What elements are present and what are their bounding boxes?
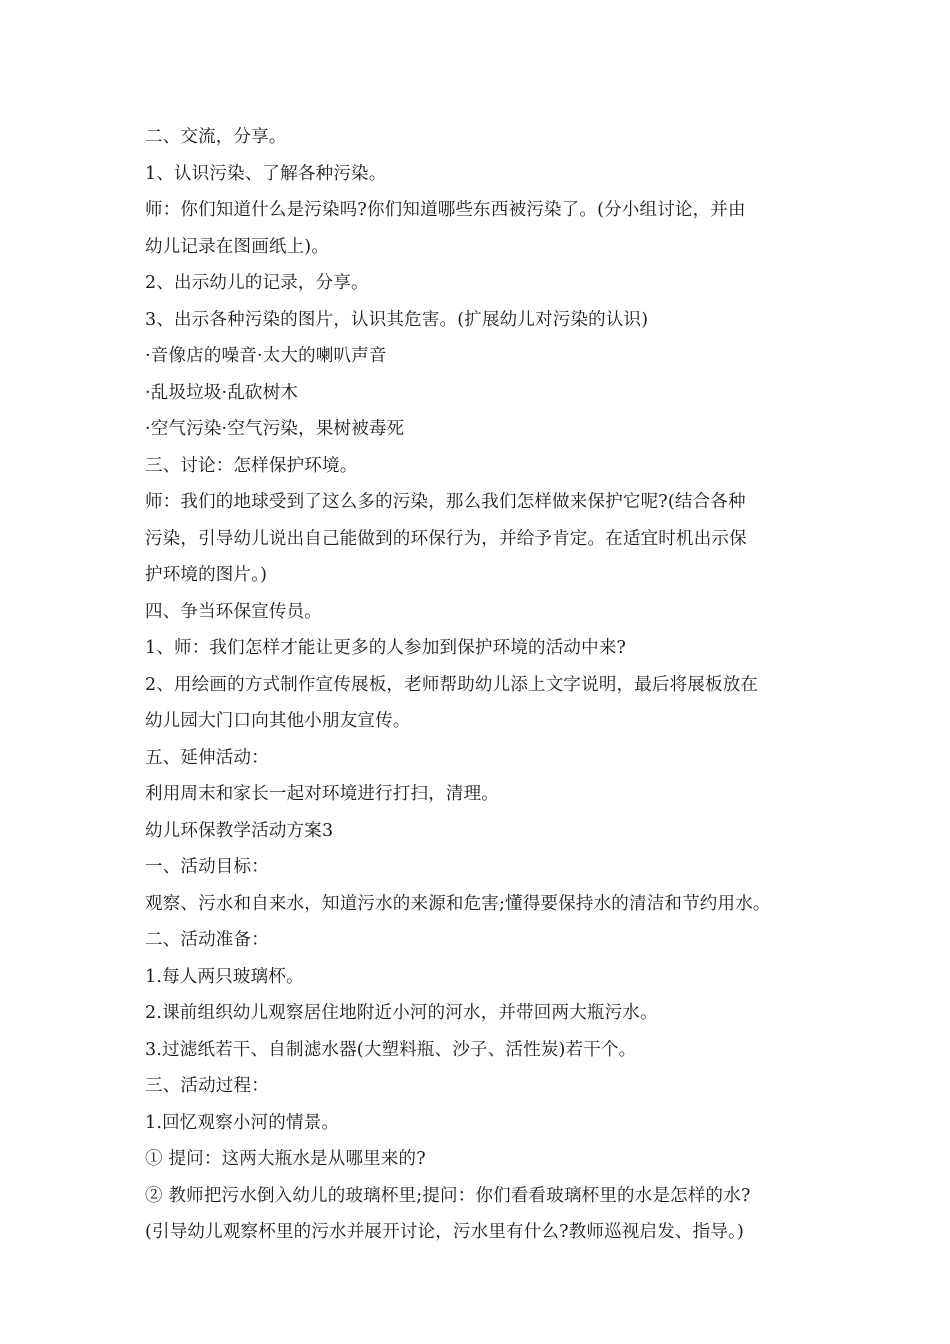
section-heading-goals: 一、活动目标： bbox=[145, 857, 269, 877]
goals-text: 观察、污水和自来水，知道污水的来源和危害;懂得要保持水的清洁和节约用水。 bbox=[145, 893, 771, 914]
section-heading-extension: 五、延伸活动： bbox=[145, 747, 269, 768]
plan-title: 幼儿环保教学活动方案3 bbox=[145, 820, 334, 841]
preparation-item-2: 2.课前组织幼儿观察居住地附近小河的河水，并带回两大瓶污水。 bbox=[145, 1003, 658, 1023]
step-understand-pollution: 1、认识污染、了解各种污染。 bbox=[145, 163, 387, 184]
preparation-item-3: 3.过滤纸若干、自制滤水器(大塑料瓶、沙子、活性炭)若干个。 bbox=[145, 1039, 637, 1060]
process-guidance: (引导幼儿观察杯里的污水并展开讨论，污水里有什么?教师巡视启发、指导。) bbox=[145, 1222, 744, 1242]
teacher-question-line-2: 幼儿记录在图画纸上)。 bbox=[145, 236, 330, 257]
section-heading-exchange: 二、交流，分享。 bbox=[145, 127, 287, 147]
step-show-records: 2、出示幼儿的记录，分享。 bbox=[145, 273, 369, 293]
section-heading-preparation: 二、活动准备： bbox=[145, 930, 269, 950]
section-heading-promoter: 四、争当环保宣传员。 bbox=[145, 601, 322, 622]
process-question-2: ② 教师把污水倒入幼儿的玻璃杯里;提问：你们看看玻璃杯里的水是怎样的水? bbox=[145, 1185, 751, 1206]
discussion-paragraph-line-3: 护环境的图片。) bbox=[145, 565, 268, 585]
bullet-noise: ·音像店的噪音·太大的喇叭声音 bbox=[145, 346, 387, 366]
document-body bbox=[145, 119, 815, 1251]
promoter-step-1: 1、师：我们怎样才能让更多的人参加到保护环境的活动中来? bbox=[145, 638, 627, 658]
process-question-1: ① 提问：这两大瓶水是从哪里来的? bbox=[145, 1149, 426, 1169]
bullet-litter: ·乱圾垃圾·乱砍树木 bbox=[145, 382, 299, 403]
discussion-paragraph-line-2: 污染，引导幼儿说出自己能做到的环保行为，并给予肯定。在适宜时机出示保 bbox=[145, 528, 747, 549]
section-heading-discussion: 三、讨论：怎样保护环境。 bbox=[145, 455, 358, 476]
process-step-1: 1.回忆观察小河的情景。 bbox=[145, 1112, 340, 1133]
promoter-step-2-line-2: 幼儿园大门口向其他小朋友宣传。 bbox=[145, 711, 411, 731]
section-heading-process: 三、活动过程： bbox=[145, 1076, 269, 1096]
bullet-air: ·空气污染·空气污染，果树被毒死 bbox=[145, 419, 405, 439]
teacher-question-line-1: 师：你们知道什么是污染吗?你们知道哪些东西被污染了。(分小组讨论，并由 bbox=[145, 200, 746, 220]
promoter-step-2-line-1: 2、用绘画的方式制作宣传展板，老师帮助幼儿添上文字说明，最后将展板放在 bbox=[145, 674, 759, 695]
step-show-pictures: 3、出示各种污染的图片，认识其危害。(扩展幼儿对污染的认识) bbox=[145, 309, 649, 330]
discussion-paragraph-line-1: 师：我们的地球受到了这么多的污染，那么我们怎样做来保护它呢?(结合各种 bbox=[145, 492, 746, 512]
preparation-item-1: 1.每人两只玻璃杯。 bbox=[145, 966, 304, 987]
extension-text: 利用周末和家长一起对环境进行打扫，清理。 bbox=[145, 784, 499, 804]
